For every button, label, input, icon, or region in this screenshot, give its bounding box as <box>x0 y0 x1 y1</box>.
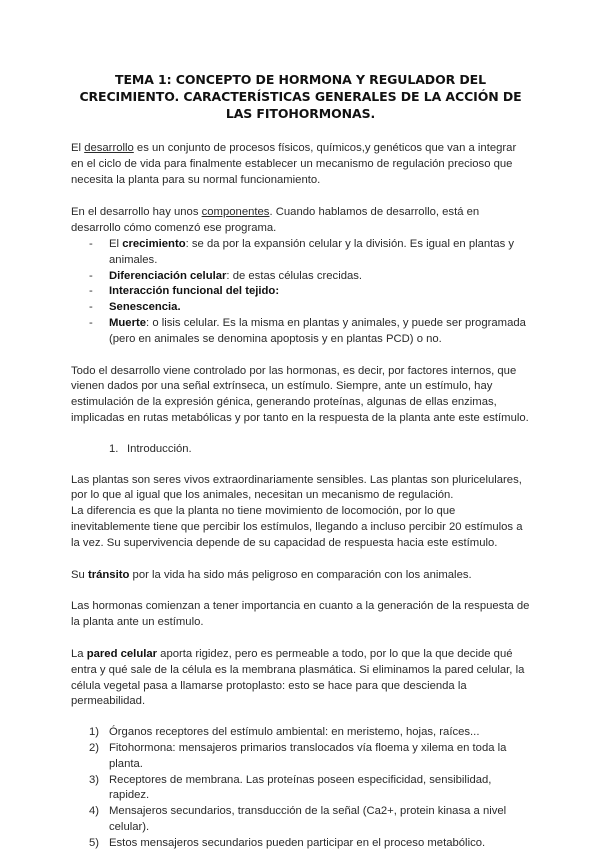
list-number: 1) <box>89 726 100 739</box>
text: aporta rigidez, pero es permeable a todo, por lo que la que decide qué entra y qué sale de la célula es la membrana plasmática. Si eliminamos la pared celular, la célula vegetal pasa a llamarse protoplasto: esto se hace para que descienda la permeabilidad. <box>71 647 525 708</box>
text: Receptores de membrana. Las proteínas poseen especificidad, sensibilidad, rapidez. <box>109 773 492 802</box>
paragraph-pared-celular <box>71 647 530 710</box>
text: : o lisis celular. Es la misma en plantas y animales, y puede ser programada (pero en animales se denomina apoptosis y en plantas PCD) o no. <box>109 316 526 345</box>
paragraph-plantas-b: La diferencia es que la planta no tiene movimiento de locomoción, por lo que inevitablemente tiene que percibir los estímulos, llegando a incluso percibir 20 estímulos a la vez. Su supervivencia depende de su capacidad de respuesta hacia este estímulo. <box>71 505 523 549</box>
text: El <box>71 142 85 154</box>
list-number: 4) <box>89 805 100 818</box>
text: : de estas células crecidas. <box>226 269 363 282</box>
bold-term: tránsito <box>87 568 130 581</box>
text: El <box>109 237 123 250</box>
bold-term: Muerte <box>109 316 147 329</box>
list-item <box>89 284 530 300</box>
text: : se da por la expansión celular y la división. Es igual en plantas y animales. <box>109 237 515 266</box>
bold-term: crecimiento <box>122 237 186 250</box>
section-heading-list <box>71 442 530 458</box>
page-title: TEMA 1: CONCEPTO DE HORMONA Y REGULADOR DEL CRECIMIENTO. CARACTERÍSTICAS GENERALES DE LA ACCIÓN DE LAS FITOHORMONAS. <box>79 72 522 121</box>
underlined-term-desarrollo: desarrollo <box>84 142 134 154</box>
list-item <box>89 804 530 836</box>
section-heading-introduccion: 1. Introducción. <box>109 442 530 458</box>
paragraph-respuesta: Las hormonas comienzan a tener importancia en cuanto a la generación de la respuesta de la planta ante un estímulo. <box>71 600 530 629</box>
text: Órganos receptores del estímulo ambiental: en meristemo, hojas, raíces... <box>109 726 480 739</box>
bold-term: Interacción funcional del tejido: <box>109 285 280 298</box>
text: es un conjunto de procesos físicos, químicos,y genéticos que van a integrar en el ciclo de vida para finalmente establecer un mecanismo de regulación precioso que necesita la planta para su normal funcionamiento. <box>71 142 517 186</box>
text: La <box>71 647 87 660</box>
list-item <box>89 316 530 348</box>
list-item <box>89 836 530 851</box>
list-item <box>89 773 530 805</box>
list-item <box>89 237 530 269</box>
list-number: 5) <box>89 836 100 849</box>
list-number: 2) <box>89 741 100 754</box>
underlined-term-componentes: componentes <box>201 206 270 219</box>
paragraph-desarrollo <box>71 141 530 188</box>
paragraph-hormonas: Todo el desarrollo viene controlado por las hormonas, es decir, por factores internos, que vienen dados por una señal extrínseca, un estímulo. Siempre, ante un estímulo, hay estimulación de la expresión génica, generando proteínas, algunas de ellas enzimas, implicadas en rutas metabólicas y por tanto en la respuesta de la planta ante este estímulo. <box>71 364 529 424</box>
list-number: 3) <box>89 773 100 786</box>
paragraph-transito <box>71 568 530 584</box>
paragraph-plantas-a: Las plantas son seres vivos extraordinariamente sensibles. Las plantas son pluricelulares, por lo que al igual que los animales, necesitan un mecanismo de regulación. <box>71 473 522 502</box>
list-item <box>89 269 530 285</box>
text: por la vida ha sido más peligroso en comparación con los animales. <box>129 568 472 581</box>
list-item <box>89 741 530 773</box>
bold-term: Diferenciación celular <box>109 269 227 282</box>
steps-list <box>71 725 530 851</box>
text: Su <box>71 568 88 581</box>
text: Fitohormona: mensajeros primarios translocados vía floema y xilema en toda la planta. <box>109 741 507 770</box>
paragraph-componentes <box>71 205 530 237</box>
list-item <box>89 725 530 741</box>
list-item <box>89 300 530 316</box>
text: En el desarrollo hay unos <box>71 206 202 219</box>
bold-term: Senescencia. <box>109 301 181 314</box>
bold-term: pared celular <box>86 647 158 660</box>
text: Estos mensajeros secundarios pueden participar en el proceso metabólico. <box>109 836 486 849</box>
text: . Cuando hablamos de desarrollo, está en desarrollo cómo comenzó ese programa. <box>71 206 480 235</box>
components-list <box>71 237 530 348</box>
text: Mensajeros secundarios, transducción de la señal (Ca2+, protein kinasa a nivel celular). <box>109 805 507 833</box>
